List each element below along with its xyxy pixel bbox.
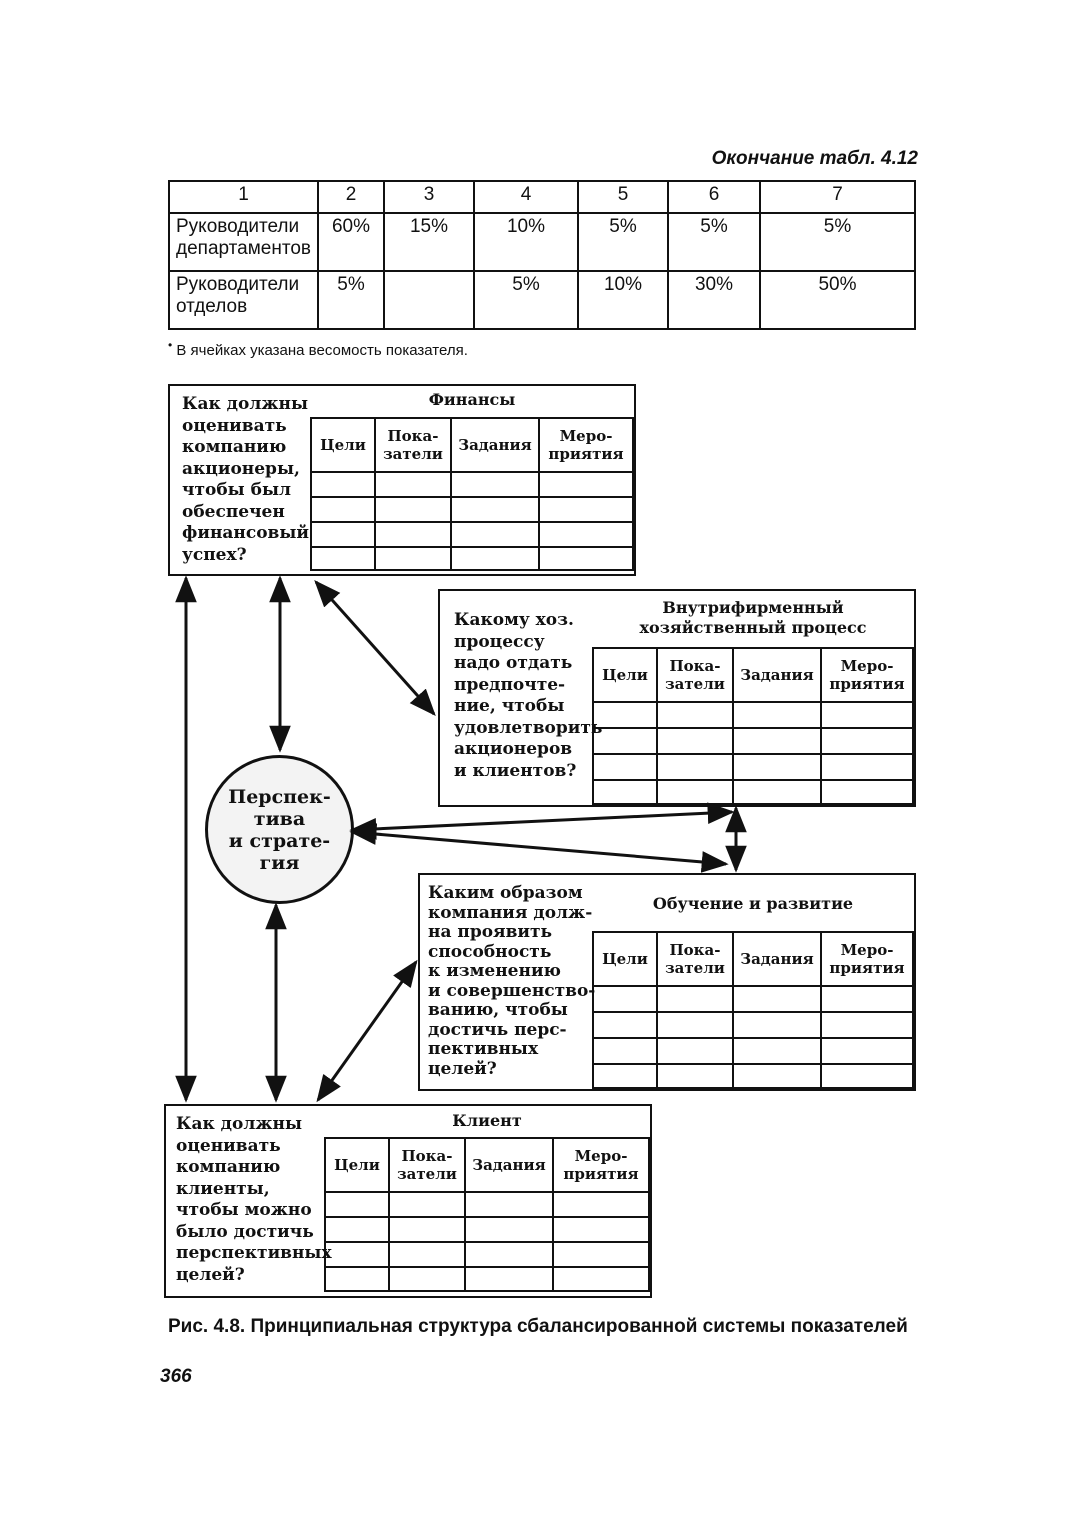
column-indicators: Пока- затели [657, 932, 733, 986]
finance-question: Как должны оценивать компанию акционеры, чтобы был обеспечен финансовый успех? [182, 394, 309, 565]
arrow-finance-process [316, 582, 434, 714]
header-cell: 4 [474, 181, 578, 213]
column-measures: Меро- приятия [821, 932, 913, 986]
process-title: Внутрифирменный хозяйственный процесс [639, 598, 867, 637]
table-cell: 30% [668, 271, 760, 329]
column-measures: Меро- приятия [539, 418, 633, 472]
table-cell: 50% [760, 271, 915, 329]
footnote-text: В ячейках указана весомость показателя. [176, 342, 468, 359]
arrow-learning-client [318, 962, 416, 1100]
process-question: Какому хоз. процессу надо отдать предпочте- ние, чтобы удовлетворить акционеров и клиентов? [454, 610, 603, 781]
column-indicators: Пока- затели [389, 1138, 465, 1192]
header-cell: 6 [668, 181, 760, 213]
table-cell: 10% [578, 271, 668, 329]
table-cell: 5% [668, 213, 760, 271]
header-cell: 1 [169, 181, 318, 213]
column-indicators: Пока- затели [657, 648, 733, 702]
column-indicators: Пока- затели [375, 418, 451, 472]
figure-caption: Рис. 4.8. Принципиальная структура сбалансированной системы показателей [168, 1316, 908, 1337]
arrow-strategy-process [352, 812, 732, 830]
table-continuation-label: Окончание табл. 4.12 [711, 148, 918, 169]
column-tasks: Задания [733, 648, 821, 702]
table-cell: 60% [318, 213, 384, 271]
learning-title: Обучение и развитие [652, 894, 854, 913]
header-cell: 7 [760, 181, 915, 213]
column-tasks: Задания [733, 932, 821, 986]
page-number: 366 [160, 1366, 192, 1387]
row-label: Руководители отделов [169, 271, 318, 329]
column-tasks: Задания [465, 1138, 553, 1192]
header-cell: 2 [318, 181, 384, 213]
arrow-strategy-learning [352, 832, 726, 864]
column-goals: Цели [593, 932, 657, 986]
client-title: Клиент [452, 1111, 522, 1130]
header-cell: 3 [384, 181, 474, 213]
table-cell: 5% [578, 213, 668, 271]
header-cell: 5 [578, 181, 668, 213]
strategy-circle: Перспек- тива и страте- гия [205, 755, 354, 904]
table-cell: 10% [474, 213, 578, 271]
table-footnote: • В ячейках указана весомость показателя. [168, 338, 468, 359]
table-cell: 5% [474, 271, 578, 329]
finance-title: Финансы [428, 390, 516, 409]
column-goals: Цели [325, 1138, 389, 1192]
table-cell: 15% [384, 213, 474, 271]
column-measures: Меро- приятия [553, 1138, 649, 1192]
column-goals: Цели [593, 648, 657, 702]
row-label: Руководители департаментов [169, 213, 318, 271]
column-tasks: Задания [451, 418, 539, 472]
client-question: Как должны оценивать компанию клиенты, чтобы можно было достичь перспективных целей? [176, 1114, 332, 1285]
table-cell: 5% [760, 213, 915, 271]
table-cell: 5% [318, 271, 384, 329]
column-goals: Цели [311, 418, 375, 472]
learning-question: Каким образом компания долж- на проявить способность к изменению и совершенство- ванию, чтобы достичь перс- пективных целей? [428, 883, 596, 1079]
column-measures: Меро- приятия [821, 648, 913, 702]
